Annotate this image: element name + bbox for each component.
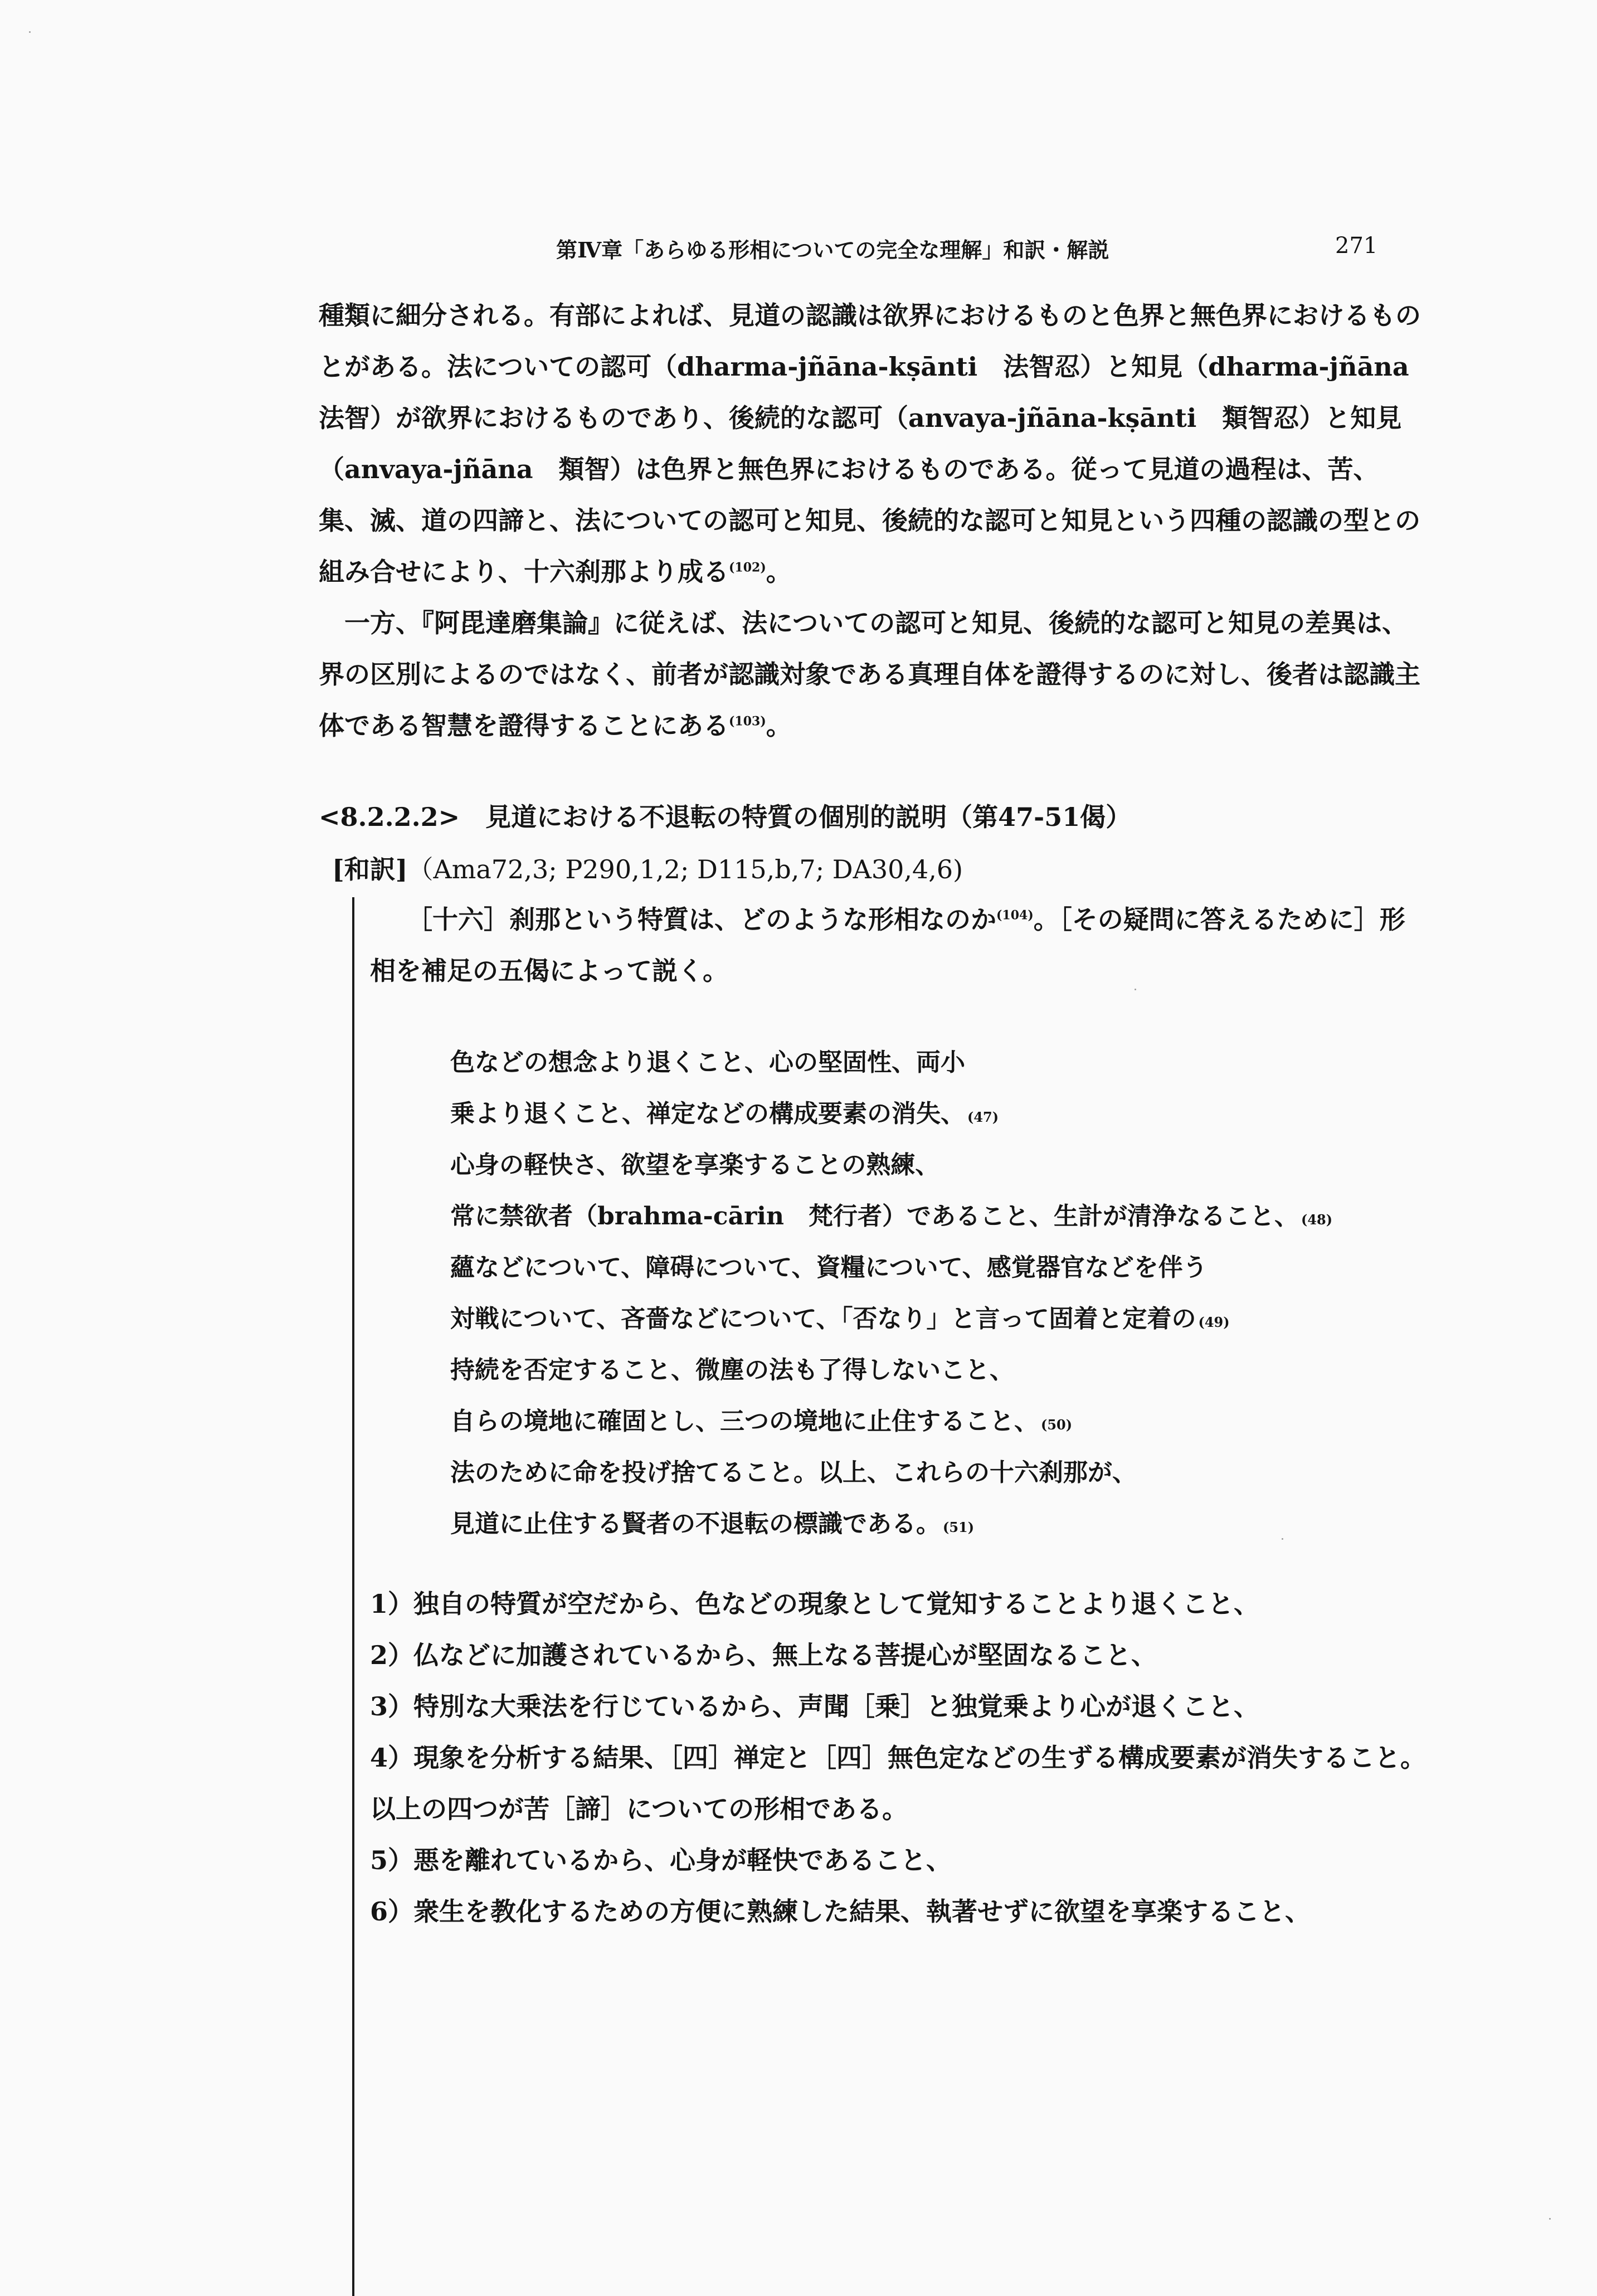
translation-intro: [370, 894, 1429, 996]
verse-line: [450, 1141, 1431, 1193]
scan-speck: [1282, 1538, 1283, 1540]
verse-line: [450, 1500, 1431, 1551]
verse-text: 法のために命を投げ捨てること。以上、これらの十六刹那が、: [450, 1458, 1137, 1487]
intro-text: ［十六］刹那という特質は、どのような形相なのか: [407, 904, 996, 935]
verse-text: 見道に止住する賢者の不退転の標識である。: [450, 1510, 941, 1538]
footnote-ref: (103): [729, 714, 766, 729]
verse-text: 持続を否定すること、微塵の法も了得しないこと、: [450, 1356, 1014, 1384]
verse-number: (47): [967, 1109, 999, 1125]
paragraph-end: 。: [766, 557, 792, 587]
paragraph: [319, 597, 1428, 751]
intro-rest: 。［その疑問に答えるために］形相を補足の五偈によって説く。: [370, 904, 1405, 986]
verse-line: [450, 1398, 1431, 1449]
list-item: 2）仏などに加護されているから、無上なる菩提心が堅固なること、: [370, 1640, 1157, 1670]
summary-line: 以上の四つが苦［諦］についての形相である。: [370, 1794, 908, 1824]
verse-text: 蘊などについて、障碍について、資糧について、感覚器官などを伴う: [450, 1253, 1208, 1282]
verse-text: 乗より退くこと、禅定などの構成要素の消失、: [450, 1100, 965, 1128]
footnote-ref: (104): [996, 908, 1034, 923]
verse-line: [450, 1449, 1431, 1500]
list-item: 3）特別な大乗法を行じているから、声聞［乗］と独覚乗より心が退くこと、: [370, 1691, 1260, 1721]
list-item: 5）悪を離れているから、心身が軽快であること、: [370, 1845, 952, 1875]
verse-line: [450, 1193, 1431, 1244]
explanation-list: [370, 1578, 1429, 1937]
footnote-ref: (102): [729, 560, 766, 575]
paragraph-text: 一方、『阿毘達磨集論』に従えば、法についての認可と知見、後続的な認可と知見の差異は、界の区別によるのではなく、前者が認識対象である真理自体を證得するのに対し、後者は認識主体である智慧を證得することにある: [319, 608, 1421, 741]
paragraph-text: 種類に細分される。有部によれば、見道の認識は欲界におけるものと色界と無色界におけるものとがある。法についての認可（dharma-jñāna-kṣānti 法智忍）と知見（dharma-jñāna 法智）が欲界におけるものであり、後続的な認可（anvaya-jñāna-kṣānti 類智忍）と知見（anvaya-jñāna 類智）は色界と無色界におけるものである。従って見道の過程は、苦、集、滅、道の四諦と、法についての認可と知見、後続的な認可と知見という四種の認識の型との組み合せにより、十六刹那より成る: [319, 300, 1435, 587]
scan-speck: [1135, 989, 1136, 990]
paragraph: [319, 290, 1435, 597]
translation-refs: （Ama72,3; P290,1,2; D115,b,7; DA30,4,6): [407, 854, 963, 884]
verse-text: 常に禁欲者（brahma-cārin 梵行者）であること、生計が清浄なること、: [450, 1202, 1299, 1230]
list-item: 4）現象を分析する結果、［四］禅定と［四］無色定などの生ずる構成要素が消失すること。: [370, 1743, 1426, 1773]
verse-line: [450, 1346, 1431, 1398]
paragraph-end: 。: [766, 711, 792, 741]
verse-number: (51): [943, 1519, 975, 1535]
verse-number: (48): [1301, 1212, 1333, 1228]
verse-text: 心身の軽快さ、欲望を享楽することの熟練、: [450, 1151, 940, 1179]
page-number: 271: [1335, 233, 1378, 259]
section-heading: <8.2.2.2> 見道における不退転の特質の個別的説明（第47-51偈）: [319, 802, 1132, 832]
translation-label: [和訳]: [332, 854, 408, 884]
verse-text: 自らの境地に確固とし、三つの境地に止住すること、: [450, 1407, 1039, 1436]
body-text: [319, 290, 1435, 751]
verse-block: [450, 1039, 1431, 1551]
verse-text: 対戦について、吝嗇などについて、「否なり」と言って固着と定着の: [450, 1305, 1196, 1333]
verse-line: [450, 1090, 1431, 1141]
verse-number: (50): [1041, 1417, 1073, 1433]
page-header: [0, 233, 1597, 266]
verse-number: (49): [1198, 1314, 1230, 1330]
scan-speck: [1549, 2218, 1551, 2220]
verse-line: [450, 1039, 1431, 1090]
translation-header: [332, 849, 963, 886]
verse-line: [450, 1244, 1431, 1295]
quote-bracket-line: [352, 897, 354, 2296]
verse-line: [450, 1295, 1431, 1346]
scan-speck: [29, 31, 31, 33]
running-title: 第Ⅳ章「あらゆる形相についての完全な理解」和訳・解説: [556, 237, 1109, 262]
list-item: 6）衆生を教化するための方便に熟練した結果、執著せずに欲望を享楽すること、: [370, 1896, 1311, 1927]
list-item: 1）独自の特質が空だから、色などの現象として覚知することより退くこと、: [370, 1589, 1260, 1619]
intro-paragraph: [370, 894, 1429, 996]
verse-text: 色などの想念より退くこと、心の堅固性、両小: [450, 1048, 965, 1077]
